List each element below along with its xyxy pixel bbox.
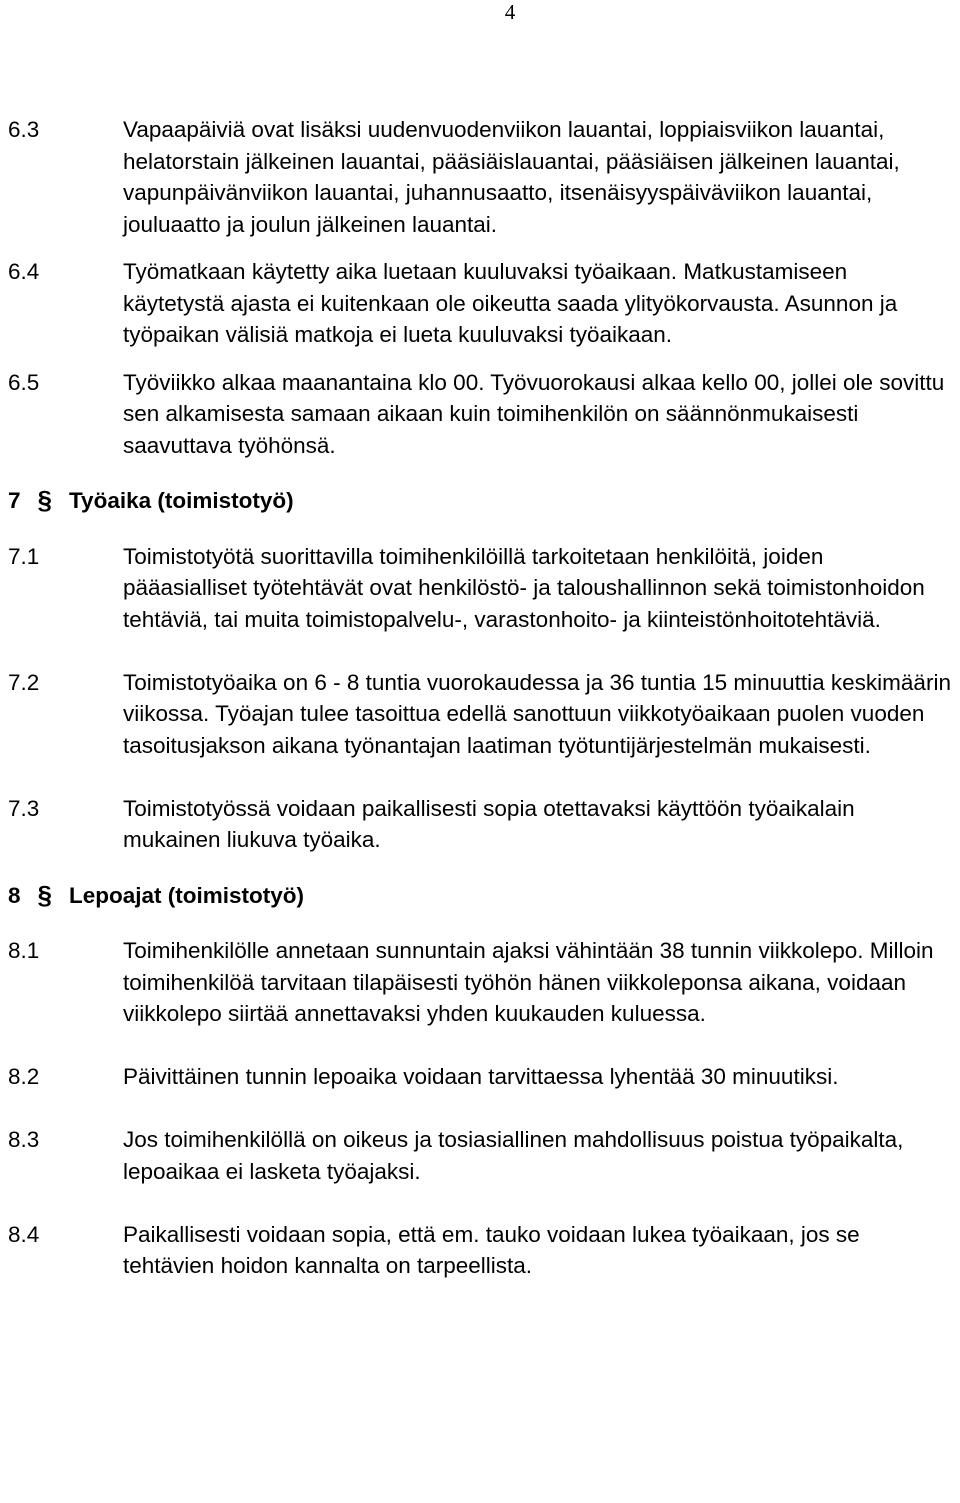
clause-7-3 (8, 793, 953, 856)
clause-text: Jos toimihenkilöllä on oikeus ja tosiasiallinen mahdollisuus poistua työpaikalta, lepoaikaa ei lasketa työajaksi. (123, 1127, 904, 1184)
section-title: Lepoajat (toimistotyö) (68, 882, 304, 908)
clause-number: 8.1 (8, 938, 40, 963)
clause-6-3 (8, 114, 953, 240)
clause-7-2 (8, 667, 953, 762)
clause-number: 7.2 (8, 669, 40, 695)
section-title: Työaika (toimistotyö) (68, 488, 294, 513)
document-body (8, 114, 953, 1282)
clause-text: Toimistotyötä suorittavilla toimihenkilöillä tarkoitetaan henkilöitä, joiden pääasialliset työtehtävät ovat henkilöstö- ja taloushallinnon sekä toimistonhoidon tehtäviä, tai muita toimistopalvelu-, varastonhoito- ja kiinteistönhoitotehtäviä. (123, 543, 925, 632)
clause-number: 8.2 (8, 1064, 40, 1089)
clause-number: 7.3 (8, 795, 40, 821)
clause-text: Työmatkaan käytetty aika luetaan kuuluvaksi työaikaan. Matkustamiseen käytetystä ajasta ei kuitenkaan ole oikeutta saada ylityökorvausta. Asunnon ja työpaikan välisiä matkoja ei lueta kuuluvaksi työaikaan. (123, 259, 898, 347)
clause-text: Toimistotyöaika on 6 - 8 tuntia vuorokaudessa ja 36 tuntia 15 minuuttia keskimäärin viikossa. Työajan tulee tasoittua edellä sanottuun viikkotyöaikaan puolen vuoden tasoitusjakson aikana työnantajan laatiman työtuntijärjestelmän mukaisesti. (123, 669, 951, 758)
clause-number: 6.4 (8, 259, 40, 284)
clause-8-1 (8, 935, 953, 1030)
clause-text: Toimihenkilölle annetaan sunnuntain ajaksi vähintään 38 tunnin viikkolepo. Milloin toimihenkilöä tarvitaan tilapäisesti työhön hänen viikkoleponsa aikana, voidaan viikkolepo siirtää annettavaksi yhden kuukauden kuluessa. (123, 938, 934, 1026)
clause-7-1 (8, 541, 953, 636)
clause-number: 6.5 (8, 369, 40, 395)
clause-6-4 (8, 256, 953, 351)
clause-8-4 (8, 1219, 953, 1282)
section-sign: § (37, 485, 52, 515)
clause-text: Vapaapäiviä ovat lisäksi uudenvuodenviikon lauantai, loppiaisviikon lauantai, helatorstain jälkeinen lauantai, pääsiäislauantai, pääsiäisen jälkeinen lauantai, vapunpäivänviikon lauantai, juhannusaatto, itsenäisyyspäiväviikon lauantai, jouluaatto ja joulun jälkeinen lauantai. (123, 117, 900, 237)
clause-text: Toimistotyössä voidaan paikallisesti sopia otettavaksi käyttöön työaikalain mukainen liukuva työaika. (123, 795, 855, 852)
section-number: 8 (8, 882, 21, 908)
clause-text: Paikallisesti voidaan sopia, että em. tauko voidaan lukea työaikaan, jos se tehtävien hoidon kannalta on tarpeellista. (123, 1221, 860, 1278)
clause-number: 7.1 (8, 543, 40, 569)
clause-8-2 (8, 1061, 953, 1093)
clause-6-5 (8, 367, 953, 462)
section-number: 7 (8, 488, 21, 513)
clause-text: Työviikko alkaa maanantaina klo 00. Työvuorokausi alkaa kello 00, jollei ole sovittu sen alkamisesta samaan aikaan kuin toimihenkilön on säännönmukaisesti saavuttava työhönsä. (123, 369, 945, 458)
clause-number: 6.3 (8, 117, 40, 142)
section-sign: § (37, 879, 52, 910)
section-heading-7 (8, 485, 953, 517)
clause-number: 8.3 (8, 1127, 40, 1152)
clause-number: 8.4 (8, 1221, 40, 1247)
clause-text: Päivittäinen tunnin lepoaika voidaan tarvittaessa lyhentää 30 minuutiksi. (123, 1064, 839, 1089)
clause-8-3 (8, 1124, 953, 1187)
page-number: 4 (504, 0, 516, 24)
section-heading-8 (8, 880, 953, 912)
